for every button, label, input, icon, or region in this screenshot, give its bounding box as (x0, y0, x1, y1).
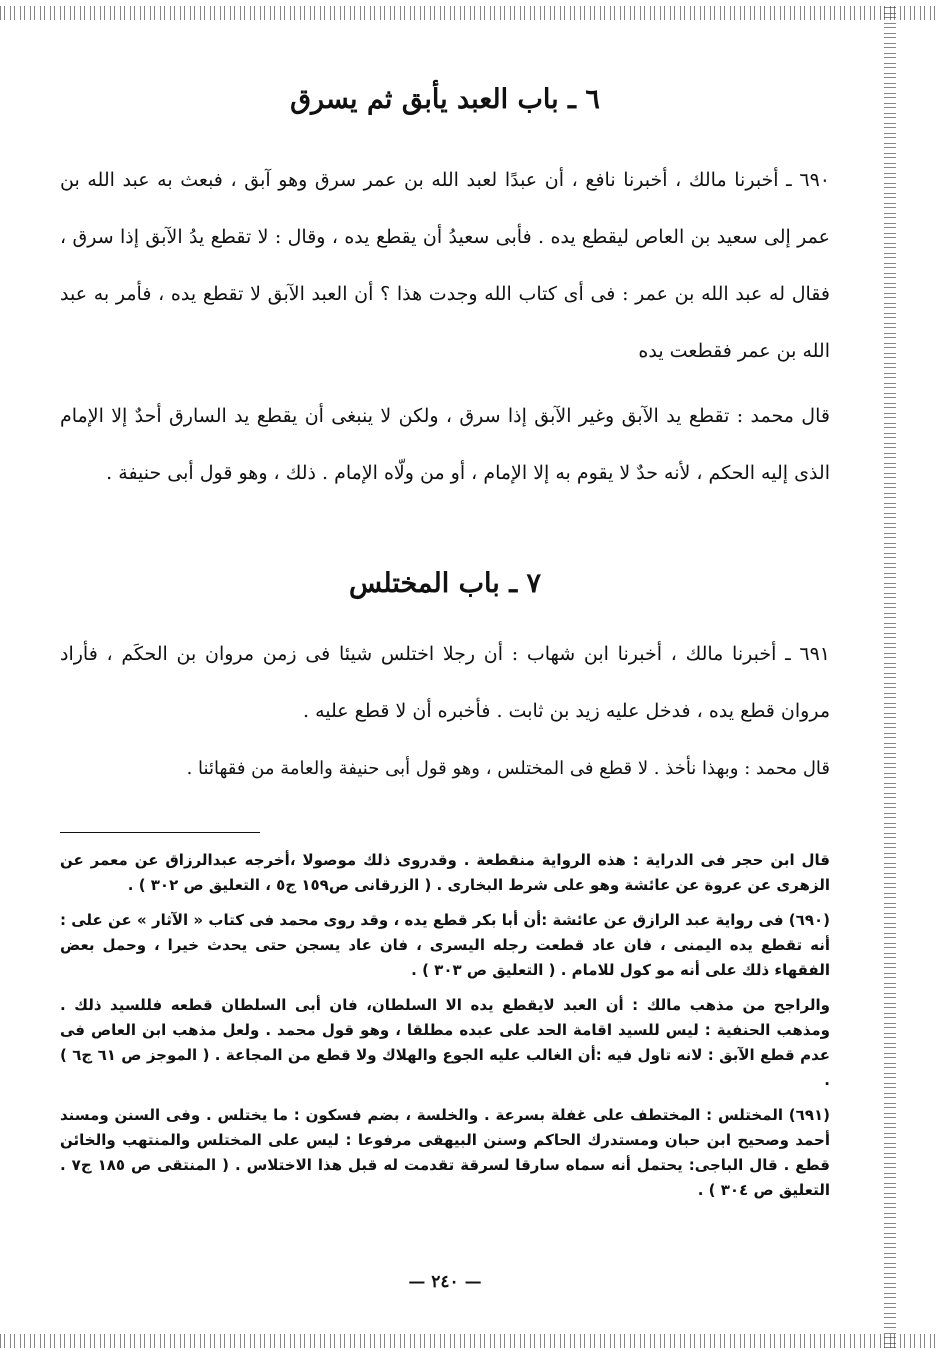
footnote-690: (٦٩٠) فى رواية عبد الرازق عن عائشة :أن أبا بكر قطع يده ، وقد روى محمد فى كتاب « الآثار » عن على : أنه تقطع يده اليمنى ، فان عاد قطعت رجله اليسرى ، فان عاد يسجن حتى يحدث خيرا ، وحمل بعض الفقهاء ذلك على أنه مو كول للامام . ( التعليق ص ٣٠٣ ) . (60, 911, 830, 979)
chapter-6-commentary: قال محمد : تقطع يد الآبق وغير الآبق إذا سرق ، ولكن لا ينبغى أن يقطع يد السارق أحدٌ إلا الإمام الذى إليه الحكم ، لأنه حدٌ لا يقوم به إلا الإمام ، أو من ولّاه الإمام . ذلك ، وهو قول أبى حنيفة . (60, 405, 830, 484)
footnote-1: قال ابن حجر فى الدراية : هذه الرواية منقطعة . وقدروى ذلك موصولا ،أخرجه عبدالرزاق عن معمر عن الزهرى عن عروة عن عائشة وهو على شرط البخارى . ( الزرقانى ص١٥٩ ج٥ ، التعليق ص ٣٠٢ ) . (60, 851, 830, 894)
footnote-separator (60, 832, 260, 833)
page-number: — ٢٤٠ — (408, 1272, 482, 1292)
chapter-7-heading: ٧ ـ باب المختلس (348, 568, 542, 599)
chapter-7-commentary: قال محمد : وبهذا نأخذ . لا قطع فى المختلس ، وهو قول أبى حنيفة والعامة من فقهائنا . (186, 758, 830, 779)
decorative-border-bottom (0, 1334, 939, 1348)
footnotes (60, 848, 830, 1213)
hadith-690-text: ٦٩٠ ـ أخبرنا مالك ، أخبرنا نافع ، أن عبدًا لعبد الله بن عمر سرق وهو آبق ، فبعث به عبد الله بن عمر إلى سعيد بن العاص ليقطع يده . فأبى سعيدُ أن يقطع يده ، وقال : لا تقطع يدُ الآبق إذا سرق ، فقال له عبد الله بن عمر : فى أى كتاب الله وجدت هذا ؟ أن العبد الآبق لا تقطع يده ، فأمر به عبد الله بن عمر فقطعت يده (60, 169, 830, 362)
decorative-border-right (884, 6, 896, 1348)
hadith-691-text: ٦٩١ ـ أخبرنا مالك ، أخبرنا ابن شهاب : أن رجلا اختلس شيئا فى زمن مروان بن الحكَم ، فأراد مروان قطع يده ، فدخل عليه زيد بن ثابت . فأخبره أن لا قطع عليه . (60, 643, 830, 722)
page-content (60, 60, 830, 1320)
footnote-maliki-opinion: والراجح من مذهب مالك : أن العبد لايقطع يده الا السلطان، فان أبى السلطان قطعه فللسيد ذلك . ومذهب الحنفية : ليس للسيد اقامة الحد على عبده مطلقا ، وهو قول محمد . ولعل مذهب ابن العاص فى عدم قطع الآبق : لانه تاول فيه :أن الغالب عليه الجوع والهلاك ولا قطع من المجاعة . ( الموجز ص ٦١ ج٦ ) . (60, 996, 830, 1089)
decorative-border-top (0, 6, 939, 20)
footnote-691: (٦٩١) المختلس : المختطف على غفلة بسرعة . والخلسة ، بضم فسكون : ما يختلس . وفى السنن ومسند أحمد وصحيح ابن حبان ومستدرك الحاكم وسنن البيهقى مرفوعا : ليس على المختلس والمنتهب والخائن قطع . قال الباجى: يحتمل أنه سماه سارقا لسرقة تقدمت له قبل هذا الاختلاس . ( المنتقى ص ١٨٥ ج٧ . التعليق ص ٣٠٤ ) . (60, 1106, 830, 1199)
chapter-6-heading: ٦ ـ باب العبد يأبق ثم يسرق (290, 84, 600, 115)
